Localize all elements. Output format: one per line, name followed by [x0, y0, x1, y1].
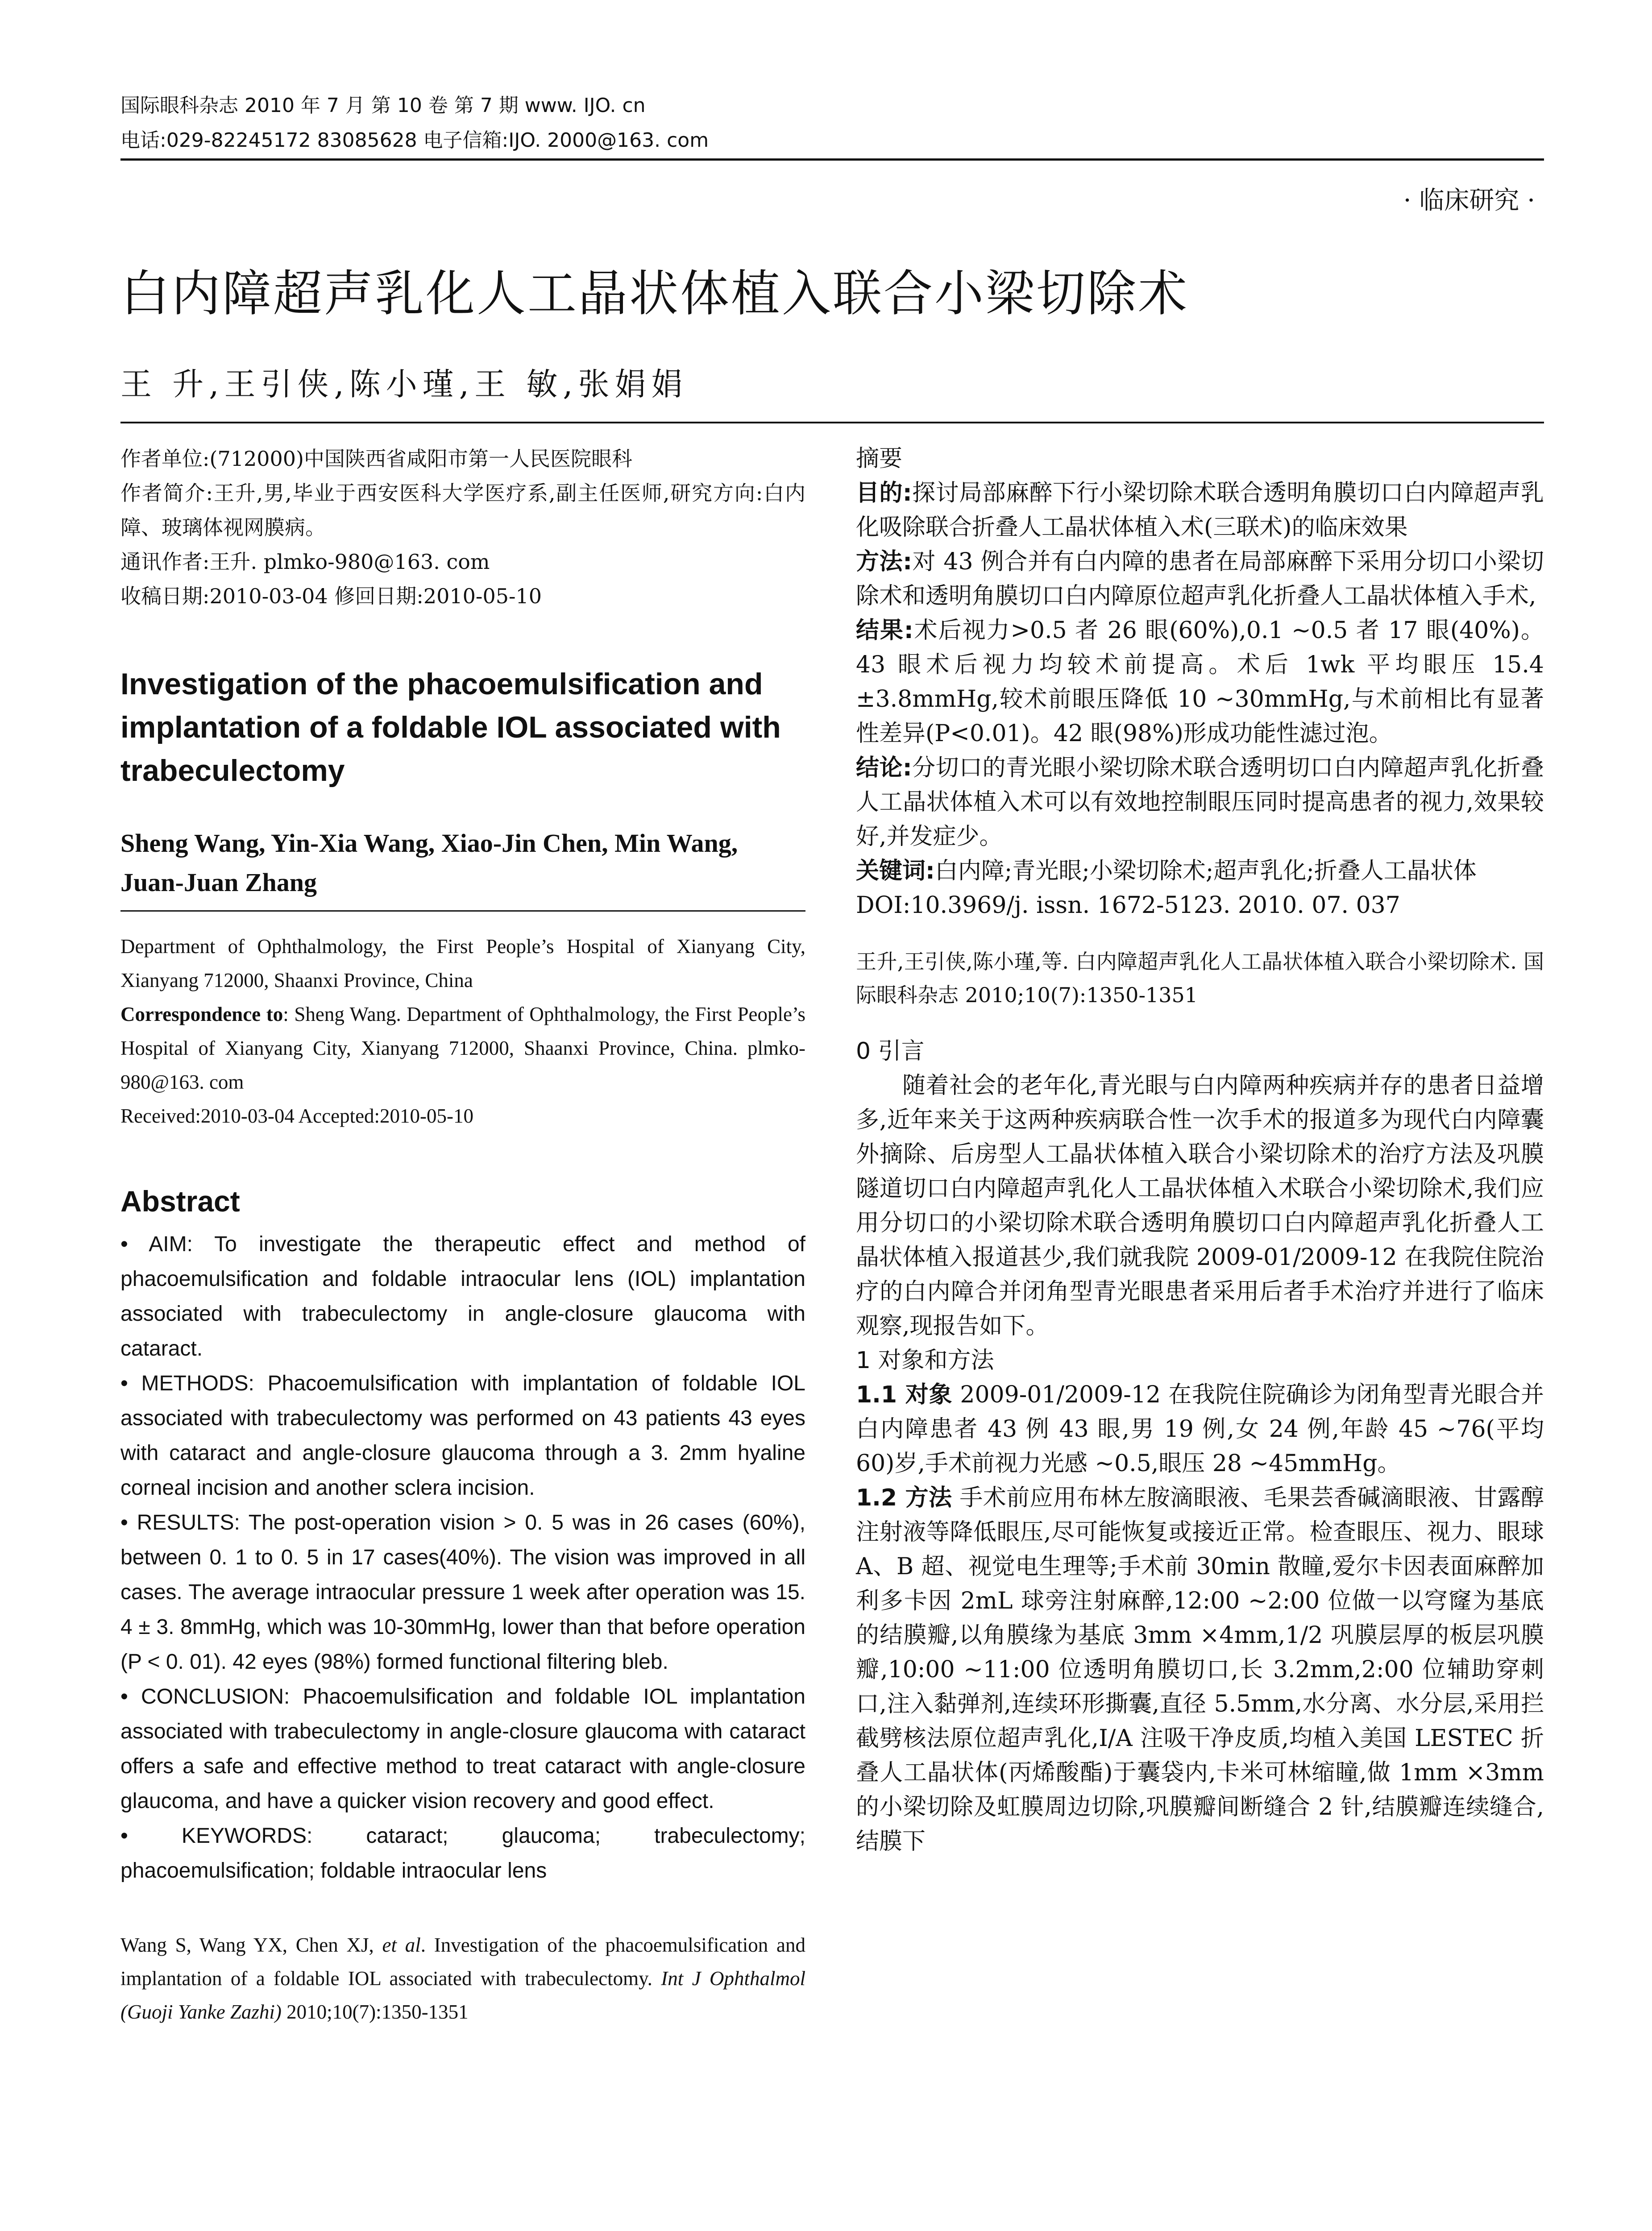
- abstract-cn-conclusion: [856, 751, 1544, 854]
- left-column: [120, 442, 805, 2029]
- abstract-methods: • METHODS: Phacoemulsification with implantation of foldable IOL associated with trabeculectomy was performed on 43 patients 43 eyes with cataract and angle-closure glaucoma through a 3. 2mm hyaline corneal incision and another sclera incision.: [120, 1372, 805, 1500]
- abstract-cn-aim: [856, 476, 1544, 545]
- correspondence-label: Correspondence to: [120, 1003, 283, 1025]
- aim-text: 探讨局部麻醉下行小梁切除术联合透明角膜切口白内障超声乳化吸除联合折叠人工晶状体植入术(三联术)的临床效果: [856, 480, 1544, 541]
- authors-cn: 王 升,王引侠,陈小瑾,王 敏,张娟娟: [120, 366, 688, 402]
- abstract-conclusion: • CONCLUSION: Phacoemulsification and foldable IOL implantation associated with trabeculectomy in angle-closure glaucoma with cataract offers a safe and effective method to treat cataract with angle-closure glaucoma, and have a quicker vision recovery and good effect.: [120, 1685, 805, 1813]
- received-accepted: Received:2010-03-04 Accepted:2010-05-10: [120, 1105, 474, 1127]
- citation-etal: et al: [382, 1934, 421, 1956]
- right-column: [856, 442, 1544, 1859]
- citation-title: . Investigation of the phacoemulsification and implantation of a foldable IOL associated with trabeculectomy.: [120, 1934, 805, 1990]
- conclusion-text: 分切口的青光眼小梁切除术联合透明切口白内障超声乳化折叠人工晶状体植入术可以有效地控制眼压同时提高患者的视力,效果较好,并发症少。: [856, 755, 1544, 850]
- s11-text: 2009-01/2009-12 在我院住院确诊为闭角型青光眼合并白内障患者 43 例 43 眼,男 19 例,女 24 例,年龄 45 ~76(平均 60)岁,手术前视力光感 ~0.5,眼压 28 ~45mmHg。: [856, 1381, 1544, 1477]
- corresponding-author: 通讯作者:王升. plmko-980@163. com: [120, 550, 490, 574]
- abstract-aim: • AIM: To investigate the therapeutic effect and method of phacoemulsification and foldable intraocular lens (IOL) implantation associated with trabeculectomy in angle-closure glaucoma with cataract.: [120, 1232, 805, 1360]
- journal-line: 国际眼科杂志 2010 年 7 月 第 10 卷 第 7 期 www. IJO. cn: [120, 94, 646, 117]
- correspondence-en: [120, 997, 805, 1099]
- affiliation-en: Department of Ophthalmology, the First People’s Hospital of Xianyang City, Xianyang 712000, Shaanxi Province, China: [120, 935, 805, 991]
- dates-cn: 收稿日期:2010-03-04 修回日期:2010-05-10: [120, 584, 542, 608]
- citation-cn: 王升,王引侠,陈小瑾,等. 白内障超声乳化人工晶状体植入联合小梁切除术. 国际眼科杂志 2010;10(7):1350-1351: [856, 950, 1544, 1007]
- doi: DOI:10.3969/j. issn. 1672-5123. 2010. 07. 037: [856, 892, 1400, 919]
- abstract-cn-methods: [856, 545, 1544, 614]
- conclusion-label: 结论:: [856, 755, 912, 781]
- author-bio: 作者简介:王升,男,毕业于西安医科大学医疗系,副主任医师,研究方向:白内障、玻璃体视网膜病。: [120, 481, 805, 539]
- header-rule: [120, 158, 1544, 161]
- abstract-cn-keywords: [856, 854, 1544, 888]
- citation-journal: Int J Ophthalmol (Guoji Yanke Zazhi): [120, 1967, 805, 2023]
- methods-label: 方法:: [856, 548, 913, 575]
- title-cn: 白内障超声乳化人工晶状体植入联合小梁切除术: [120, 265, 1189, 322]
- abstract-results: • RESULTS: The post-operation vision > 0. 5 was in 26 cases (60%), between 0. 1 to 0. 5 in 17 cases(40%). The vision was improved in all cases. The average intraocular pressure 1 week after operation was 15. 4 ± 3. 8mmHg, which was 10-30mmHg, lower than that before operation (P < 0. 01). 42 eyes (98%) formed functional filtering bleb.: [120, 1511, 805, 1674]
- abstract-cn-results: [856, 614, 1544, 751]
- abstract-cn-heading: 摘要: [856, 445, 903, 472]
- intro-heading: 0 引言: [856, 1038, 925, 1065]
- s12-text: 手术前应用布林左胺滴眼液、毛果芸香碱滴眼液、甘露醇注射液等降低眼压,尽可能恢复或接近正常。检查眼压、视力、眼球 A、B 超、视觉电生理等;手术前 30min 散瞳,爱尔卡因表面麻醉加利多卡因 2mL 球旁注射麻醉,12:00 ~2:00 位做一以穹窿为基底的结膜瓣,以角膜缘为基底 3mm ×4mm,1/2 巩膜层厚的板层巩膜瓣,10:00 ~11:00 位透明角膜切口,长 3.2mm,2:00 位辅助穿刺口,注入黏弹剂,连续环形撕囊,直径 5.5mm,水分离、水分层,采用拦截劈核法原位超声乳化,I/A 注吸干净皮质,均植入美国 LESTEC 折叠人工晶状体(丙烯酸酯)于囊袋内,卡米可林缩瞳,做 1mm ×3mm 的小梁切除及虹膜周边切除,巩膜瓣间断缝合 2 针,结膜瓣连续缝合,结膜下: [856, 1485, 1544, 1855]
- title-en: Investigation of the phacoemulsification and implantation of a foldable IOL associated with trabeculectomy: [120, 667, 781, 788]
- section-1-2: [856, 1481, 1544, 1859]
- section-1-1: [856, 1378, 1544, 1481]
- intro-text: 随着社会的老年化,青光眼与白内障两种疾病并存的患者日益增多,近年来关于这两种疾病联合性一次手术的报道多为现代白内障囊外摘除、后房型人工晶状体植入联合小梁切除术的治疗方法及巩膜隧道切口白内障超声乳化人工晶状体植入术联合小梁切除术,我们应用分切口的小梁切除术联合透明角膜切口白内障超声乳化折叠人工晶状体植入报道甚少,我们就我院 2009-01/2009-12 在我院住院治疗的白内障合并闭角型青光眼患者采用后者手术治疗并进行了临床观察,现报告如下。: [856, 1072, 1544, 1339]
- section-tag: · 临床研究 ·: [1403, 186, 1535, 215]
- correspondence-text: : Sheng Wang. Department of Ophthalmology, the First People’s Hospital of Xianyang City, Xianyang 712000, Shaanxi Province, China. plmko-980@163. com: [120, 1003, 805, 1093]
- abstract-keywords: • KEYWORDS: cataract; glaucoma; trabeculectomy; phacoemulsification; foldable intraocular lens: [120, 1824, 805, 1883]
- section1-heading: 1 对象和方法: [856, 1347, 994, 1374]
- author-unit: 作者单位:(712000)中国陕西省咸阳市第一人民医院眼科: [120, 447, 632, 471]
- results-label: 结果:: [856, 617, 913, 644]
- citation-authors: Wang S, Wang YX, Chen XJ,: [120, 1934, 382, 1956]
- abstract-heading: Abstract: [120, 1185, 240, 1218]
- citation-en: [120, 1928, 805, 2029]
- s11-label: 1.1 对象: [856, 1381, 953, 1408]
- title-rule: [120, 422, 1544, 423]
- authors-rule: [120, 910, 805, 912]
- citation-volume: 2010;10(7):1350-1351: [281, 2001, 469, 2023]
- aim-label: 目的:: [856, 480, 912, 506]
- contact-line: 电话:029-82245172 83085628 电子信箱:IJO. 2000@163. com: [120, 129, 709, 152]
- authors-en: Sheng Wang, Yin-Xia Wang, Xiao-Jin Chen, Min Wang, Juan-Juan Zhang: [120, 829, 738, 897]
- keywords-label: 关键词:: [856, 858, 935, 884]
- results-text: 术后视力>0.5 者 26 眼(60%),0.1 ~0.5 者 17 眼(40%)。43 眼术后视力均较术前提高。术后 1wk 平均眼压 15.4 ±3.8mmHg,较术前眼压降低 10 ~30mmHg,与术前相比有显著性差异(P<0.01)。42 眼(98%)形成功能性滤过泡。: [856, 617, 1544, 747]
- s12-label: 1.2 方法: [856, 1485, 952, 1511]
- methods-text: 对 43 例合并有白内障的患者在局部麻醉下采用分切口小梁切除术和透明角膜切口白内障原位超声乳化折叠人工晶状体植入手术,: [856, 548, 1544, 610]
- keywords-text: 白内障;青光眼;小梁切除术;超声乳化;折叠人工晶状体: [934, 858, 1477, 884]
